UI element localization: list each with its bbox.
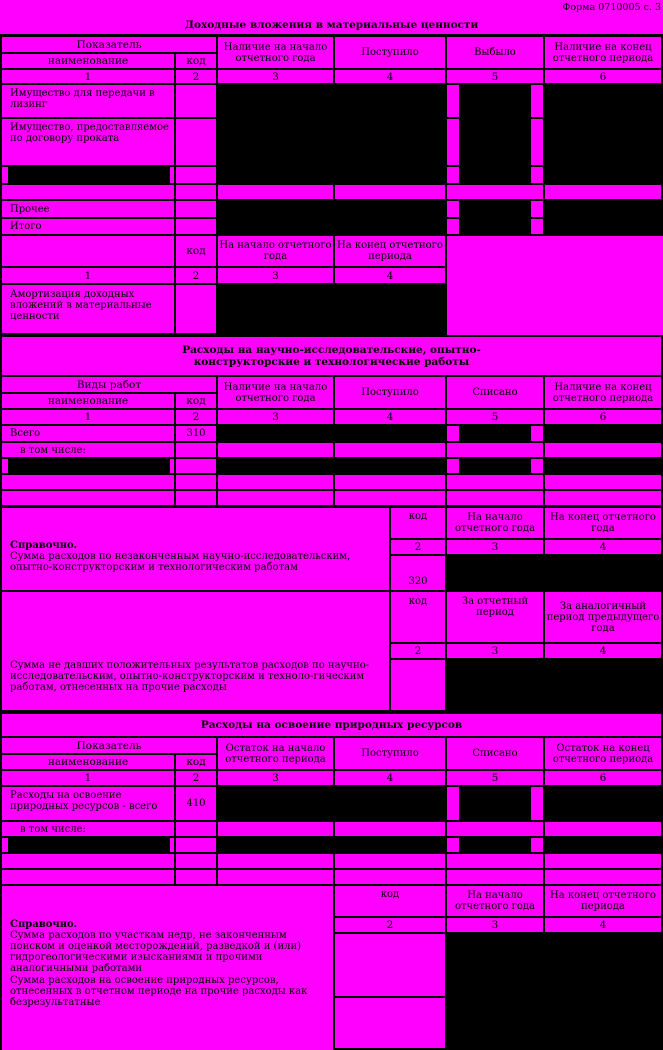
s3-ref-code-header: код xyxy=(335,886,445,916)
s3-total-row: Расходы на освоение природных ресурсов - всего xyxy=(2,787,174,820)
s1-row-total-mark-a xyxy=(447,219,459,234)
s2-num-5: 5 xyxy=(447,410,543,424)
form-code: Форма 0710005 с. 3 xyxy=(562,2,661,13)
s2-total-row: Всего xyxy=(2,426,174,441)
s1-row-other-mark-a xyxy=(447,201,459,217)
s3-blank-row-3 xyxy=(2,870,174,884)
s3-blank-row-2-code xyxy=(176,854,216,868)
s2-blank-row-2-c6 xyxy=(545,475,661,489)
s1-row-rental: Имущество, предоставляемое по договору проката xyxy=(2,119,174,165)
s3-num-6: 6 xyxy=(545,771,661,785)
s1-num-1: 1 xyxy=(2,70,174,83)
s1-row-transfer-mark-b xyxy=(531,85,543,117)
s2-num-2: 2 xyxy=(176,410,216,424)
s3-blank-row-1-code xyxy=(176,838,216,852)
section1-title: Доходные вложения в материальные ценности xyxy=(184,19,479,31)
s1-row-transfer: Имущество для передачи в лизинг xyxy=(2,85,174,117)
s2-including-c6 xyxy=(545,443,661,457)
s3-blank-row-2-c5 xyxy=(447,854,543,868)
s1-blank-row-2-code xyxy=(176,185,216,199)
s1-sub-num-4: 4 xyxy=(335,268,445,283)
s2-code-header: код xyxy=(176,394,216,408)
s1-code-header: код xyxy=(176,54,216,68)
s1-blank-row-2-c4 xyxy=(335,185,445,199)
s3-col6-header: Остаток на конец отчетного периода xyxy=(545,738,661,769)
s3-total-mark-b xyxy=(531,787,543,820)
s1-blank-row-2-c3 xyxy=(218,185,333,199)
s3-name-header: наименование xyxy=(2,755,174,769)
s3-blank-row-2-c6 xyxy=(545,854,661,868)
s1-blank-row-1-mark-b xyxy=(531,167,543,183)
s3-num-2: 2 xyxy=(176,771,216,785)
s3-num-3: 3 xyxy=(218,771,333,785)
s3-num-5: 5 xyxy=(447,771,543,785)
s3-blank-row-3-code xyxy=(176,870,216,884)
s2-including-c5 xyxy=(447,443,543,457)
s3-code-header: код xyxy=(176,755,216,769)
s2-col5-header: Списано xyxy=(447,377,543,408)
s3-blank-row-2-c4 xyxy=(335,854,445,868)
s2-blank-row-1-mark-a xyxy=(447,459,459,473)
s2-blank-row-2-code xyxy=(176,475,216,489)
s1-row-total-mark-b xyxy=(531,219,543,234)
s1-num-6: 6 xyxy=(545,70,661,83)
s1-col4-header: Поступило xyxy=(335,37,445,68)
s2-num-4: 4 xyxy=(335,410,445,424)
s2-ref-num-4: 4 xyxy=(545,540,661,554)
s3-including-code xyxy=(176,822,216,836)
s3-col4-header: Поступило xyxy=(335,738,445,769)
s3-blank-row-3-c6 xyxy=(545,870,661,884)
s2-num-6: 6 xyxy=(545,410,661,424)
s3-ref-text2: Сумма расходов на освоение природных ресурсов, отнесенных в отчетном периоде на прочие расходы как безрезультатные xyxy=(10,975,308,1008)
s2-blank-row-2-c5 xyxy=(447,475,543,489)
s2-ref-code2-header: код xyxy=(391,592,445,642)
s3-ref-title: Справочно. xyxy=(10,919,78,930)
s2-num-1: 1 xyxy=(2,410,174,424)
s1-blank-row-2 xyxy=(2,185,174,199)
s3-ref-num-3: 3 xyxy=(447,918,543,932)
s2-blank-row-2-c4 xyxy=(335,475,445,489)
s2-ref-num-2: 2 xyxy=(391,540,445,554)
s1-row-other: Прочее xyxy=(2,201,174,217)
s3-ref-code-cell-2 xyxy=(335,998,445,1048)
s3-num-1: 1 xyxy=(2,771,174,785)
s2-total-code: 310 xyxy=(176,426,216,441)
s2-name-header: наименование xyxy=(2,394,174,408)
s3-blank-row-2-c3 xyxy=(218,854,333,868)
s3-total-code: 410 xyxy=(176,787,216,820)
s3-blank-row-3-c3 xyxy=(218,870,333,884)
s3-ref-start-header: На начало отчетного года xyxy=(447,886,543,916)
s2-ref-num2-4: 4 xyxy=(545,644,661,658)
s1-num-2: 2 xyxy=(176,70,216,83)
s1-col6-header: Наличие на конец отчетного периода xyxy=(545,37,661,68)
s1-blank-row-1-code xyxy=(176,167,216,183)
s2-col4-header: Поступило xyxy=(335,377,445,408)
s2-blank-row-3-code xyxy=(176,491,216,505)
s1-indicators-header: Показатель xyxy=(2,37,216,52)
s1-amortization-row: Амортизация доходных вложений в материальные ценности xyxy=(2,285,174,333)
s3-col3-header: Остаток на начало отчетного периода xyxy=(218,738,333,769)
s2-blank-row-1-mark-b xyxy=(531,459,543,473)
s3-ref-num-4: 4 xyxy=(545,918,661,932)
s1-row-other-mark-b xyxy=(531,201,543,217)
s1-blank-row-1-edge xyxy=(170,167,174,183)
s3-blank-row-2 xyxy=(2,854,174,868)
s3-including-c3 xyxy=(218,822,333,836)
s1-row-transfer-mark-a xyxy=(447,85,459,117)
s1-blank-row-1-stub xyxy=(2,167,8,183)
s2-ref-num2-2: 2 xyxy=(391,644,445,658)
s2-col6-header: Наличие на конец отчетного периода xyxy=(545,377,661,408)
s1-num-4: 4 xyxy=(335,70,445,83)
s3-including-c5 xyxy=(447,822,543,836)
s2-ref-prev-header: За аналогичный период предыдущего года xyxy=(545,592,661,642)
s1-row-total: Итого xyxy=(2,219,174,234)
s2-ref-unfinished-text: Сумма расходов по незаконченным научно-исследовательским, опытно-конструкторским и технологическим работам xyxy=(10,551,351,573)
s3-col5-header: Списано xyxy=(447,738,543,769)
s1-col3-header: Наличие на начало отчетного года xyxy=(218,37,333,68)
s1-blank-row-2-c6 xyxy=(545,185,661,199)
s2-blank-row-1-edge xyxy=(170,459,174,473)
s2-including-row: в том числе: xyxy=(2,443,174,457)
s1-sub-end-header: На конец отчетного периода xyxy=(335,236,445,266)
s2-ref-end-header: На конец отчетного года xyxy=(545,508,661,538)
s3-ref-code-cell-1 xyxy=(335,934,445,996)
s2-ref-code-header: код xyxy=(391,508,445,538)
s1-amortization-code xyxy=(176,285,216,333)
s1-blank-row-2-c5 xyxy=(447,185,543,199)
s2-ref-num-3: 3 xyxy=(447,540,543,554)
s3-ref-block xyxy=(2,886,333,1050)
s3-ref-num-2: 2 xyxy=(335,918,445,932)
s3-blank-row-1-edge xyxy=(170,838,174,852)
s2-total-mark-b xyxy=(531,426,543,441)
s1-sub-start-header: На начало отчетного года xyxy=(218,236,333,266)
s3-including-c4 xyxy=(335,822,445,836)
s1-row-other-code xyxy=(176,201,216,217)
s2-ref-period-header: За отчетный период xyxy=(447,592,543,642)
s2-ref-negative-text: Сумма не давших положительных результатов расходов по научно-исследовательским, опытно-конструкторским и техноло-гическим работам, отнесенных на прочие расходы xyxy=(2,592,389,710)
s3-total-mark-a xyxy=(447,787,459,820)
s1-blank-row-1-mark-a xyxy=(447,167,459,183)
s2-including-c3 xyxy=(218,443,333,457)
s1-sub-blank-head xyxy=(2,236,174,266)
s3-blank-row-1-mark-a xyxy=(447,838,459,852)
s1-row-total-code xyxy=(176,219,216,234)
s3-including-row: в том числе: xyxy=(2,822,174,836)
s2-blank-row-3-c4 xyxy=(335,491,445,505)
s3-including-c6 xyxy=(545,822,661,836)
s3-num-4: 4 xyxy=(335,771,445,785)
s3-ref-text1: Сумма расходов по участкам недр, не законченным поиском и оценкой месторождений, разведкой и (или) гидрогеологическими изысканиями и прочими аналогичными работами xyxy=(10,930,302,974)
s1-sub-num-1: 1 xyxy=(2,268,174,283)
s2-col3-header: Наличие на начало отчетного года xyxy=(218,377,333,408)
s2-blank-row-3 xyxy=(2,491,174,505)
s2-blank-row-1-code xyxy=(176,459,216,473)
s2-including-c4 xyxy=(335,443,445,457)
s1-sub-num-3: 3 xyxy=(218,268,333,283)
s2-blank-row-2 xyxy=(2,475,174,489)
s2-total-mark-a xyxy=(447,426,459,441)
s1-row-rental-mark-b xyxy=(531,119,543,165)
s2-ref-block xyxy=(2,508,389,590)
s3-blank-row-3-c5 xyxy=(447,870,543,884)
s1-sub-filler xyxy=(447,236,663,335)
s2-blank-row-3-c5 xyxy=(447,491,543,505)
s2-including-code xyxy=(176,443,216,457)
s2-types-header: Виды работ xyxy=(2,377,216,392)
s2-ref-num2-3: 3 xyxy=(447,644,543,658)
section2-title: Расходы на научно-исследовательские, опытно-конструкторские и технологические работы xyxy=(2,337,661,375)
s2-num-3: 3 xyxy=(218,410,333,424)
s1-row-transfer-code xyxy=(176,85,216,117)
s2-ref-unfinished-code: 320 xyxy=(391,556,445,590)
s1-num-5: 5 xyxy=(447,70,543,83)
section3-title: Расходы на освоение природных ресурсов xyxy=(2,714,661,736)
s1-name-header: наименование xyxy=(2,54,174,68)
s1-row-rental-code xyxy=(176,119,216,165)
s3-blank-row-1-stub xyxy=(2,838,8,852)
s2-blank-row-3-c3 xyxy=(218,491,333,505)
s3-indicators-header: Показатель xyxy=(2,738,216,753)
s2-ref-start-header: На начало отчетного года xyxy=(447,508,543,538)
s1-row-rental-mark-a xyxy=(447,119,459,165)
s1-col5-header: Выбыло xyxy=(447,37,543,68)
s1-num-3: 3 xyxy=(218,70,333,83)
s2-ref-title: Справочно. xyxy=(10,540,78,551)
s3-ref-end-header: На конец отчетного периода xyxy=(545,886,661,916)
s2-ref-negative-code xyxy=(391,660,445,710)
s1-sub-code-header: код xyxy=(176,236,216,266)
s3-blank-row-3-c4 xyxy=(335,870,445,884)
s2-blank-row-1-stub xyxy=(2,459,8,473)
s3-blank-row-1-mark-b xyxy=(531,838,543,852)
s2-blank-row-2-c3 xyxy=(218,475,333,489)
s2-blank-row-3-c6 xyxy=(545,491,661,505)
s1-sub-num-2: 2 xyxy=(176,268,216,283)
